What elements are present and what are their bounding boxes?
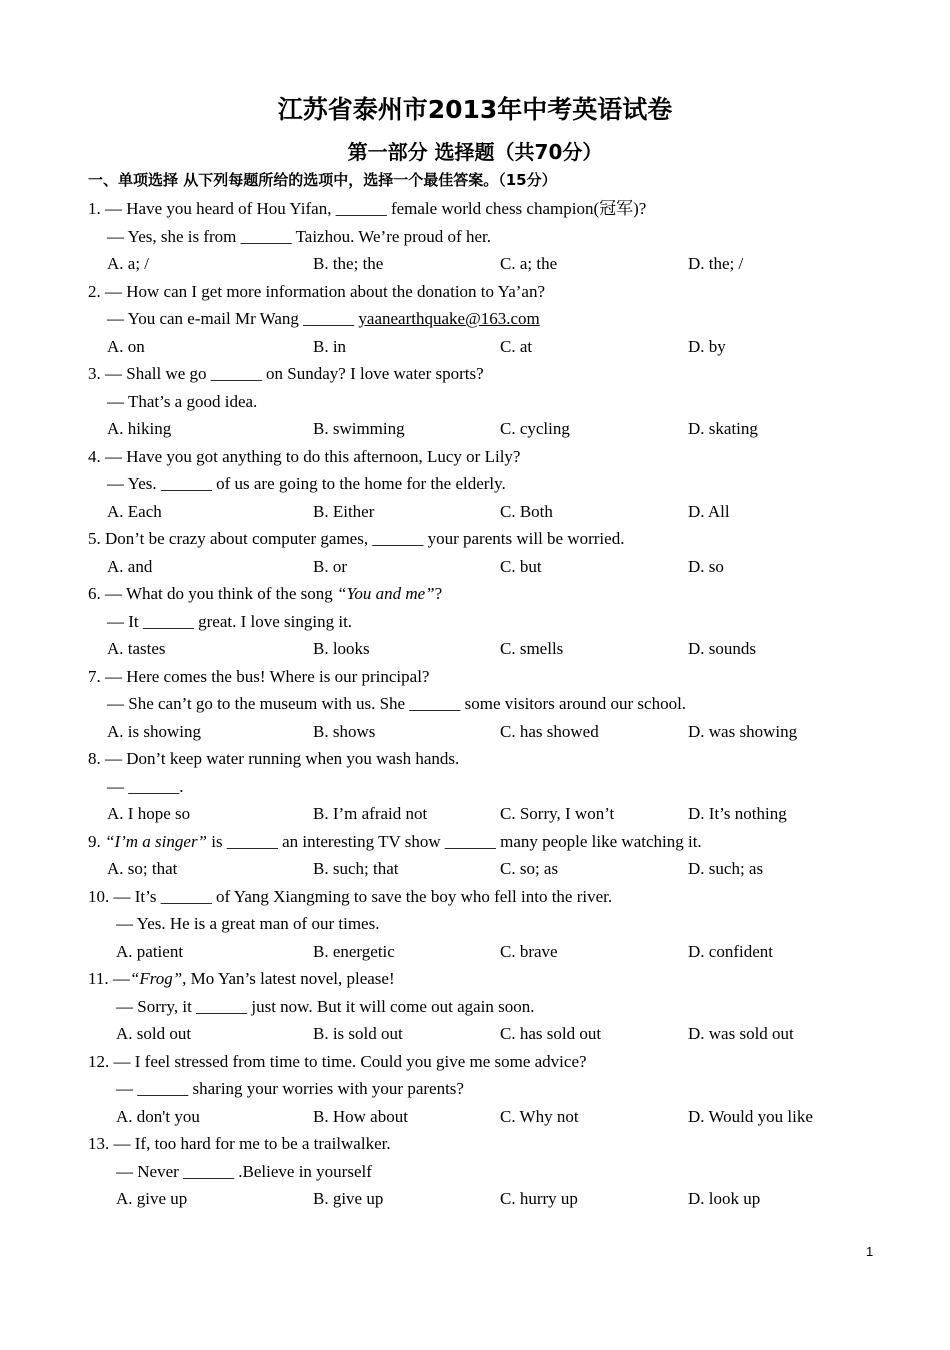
- option-d[interactable]: D. such; as: [688, 859, 764, 878]
- option-a[interactable]: A. don't you: [116, 1106, 200, 1126]
- question-3-options: [88, 415, 888, 443]
- option-b[interactable]: B. the; the: [313, 254, 384, 273]
- question-2-response: [88, 305, 888, 333]
- question-7-options: [88, 718, 888, 746]
- question-6-options: [88, 635, 888, 663]
- option-b[interactable]: B. such; that: [313, 859, 399, 878]
- question-13-stem: 13. — If, too hard for me to be a trailwalker.: [88, 1134, 391, 1153]
- option-b[interactable]: B. shows: [313, 721, 376, 741]
- question-1-stem: 1. — Have you heard of Hou Yifan, ______ female world chess champion(冠军)?: [88, 199, 647, 218]
- option-c[interactable]: C. Both: [500, 501, 553, 521]
- option-a[interactable]: A. sold out: [116, 1024, 192, 1043]
- question-3-response: — That’s a good idea.: [107, 391, 258, 411]
- option-c[interactable]: C. so; as: [500, 859, 559, 878]
- option-b[interactable]: B. energetic: [313, 941, 395, 961]
- option-d[interactable]: D. Would you like: [688, 1106, 813, 1126]
- option-b[interactable]: B. How about: [313, 1106, 408, 1126]
- stem-text-end: is ______ an interesting TV show ______ many people like watching it.: [207, 831, 702, 851]
- option-b[interactable]: B. or: [313, 556, 347, 576]
- question-1-response: — Yes, she is from ______ Taizhou. We’re proud of her.: [107, 226, 491, 246]
- option-d[interactable]: D. so: [688, 556, 724, 576]
- question-6-stem: [88, 580, 888, 608]
- option-a[interactable]: A. I hope so: [107, 804, 191, 823]
- question-12-options: [88, 1103, 888, 1131]
- option-c[interactable]: C. Sorry, I won’t: [500, 804, 615, 823]
- option-a[interactable]: A. Each: [107, 501, 162, 521]
- option-c[interactable]: C. a; the: [500, 254, 558, 273]
- novel-title: “Frog”: [129, 969, 183, 988]
- question-4-stem: 4. — Have you got anything to do this afternoon, Lucy or Lily?: [88, 446, 521, 466]
- option-d[interactable]: D. It’s nothing: [688, 804, 787, 823]
- question-9-stem: [88, 828, 888, 856]
- option-c[interactable]: C. has sold out: [500, 1024, 602, 1043]
- option-c[interactable]: C. smells: [500, 639, 564, 658]
- option-a[interactable]: A. is showing: [107, 721, 201, 741]
- option-d[interactable]: D. All: [688, 501, 730, 521]
- option-d[interactable]: D. look up: [688, 1189, 761, 1208]
- option-a[interactable]: A. on: [107, 336, 145, 356]
- option-b[interactable]: B. I’m afraid not: [313, 804, 428, 823]
- question-8-stem: 8. — Don’t keep water running when you wash hands.: [88, 749, 460, 768]
- show-title: “I’m a singer”: [105, 831, 208, 851]
- question-8-options: [88, 800, 888, 828]
- option-a[interactable]: A. a; /: [107, 254, 150, 273]
- option-a[interactable]: A. hiking: [107, 419, 172, 438]
- option-c[interactable]: C. brave: [500, 941, 558, 961]
- option-d[interactable]: D. was sold out: [688, 1024, 794, 1043]
- option-c[interactable]: C. Why not: [500, 1106, 579, 1126]
- section-heading: 一、单项选择 从下列每题所给的选项中，选择一个最佳答案。（15分）: [88, 171, 557, 189]
- stem-text: 6. — What do you think of the song: [88, 584, 337, 603]
- question-2-stem: 2. — How can I get more information about the donation to Ya’an?: [88, 281, 546, 301]
- stem-text-end: , Mo Yan’s latest novel, please!: [182, 969, 395, 988]
- stem-number: 11. —: [88, 969, 130, 988]
- question-5-stem: 5. Don’t be crazy about computer games, ______ your parents will be worried.: [88, 529, 625, 548]
- option-c[interactable]: C. at: [500, 336, 533, 356]
- question-4-options: [88, 498, 888, 526]
- question-10-stem: 10. — It’s ______ of Yang Xiangming to save the boy who fell into the river.: [88, 886, 613, 906]
- question-11-response: — Sorry, it ______ just now. But it will come out again soon.: [116, 996, 535, 1016]
- question-2-options: [88, 333, 888, 361]
- option-c[interactable]: C. has showed: [500, 721, 599, 741]
- option-c[interactable]: C. but: [500, 556, 542, 576]
- option-b[interactable]: B. give up: [313, 1189, 384, 1208]
- option-b[interactable]: B. is sold out: [313, 1024, 403, 1043]
- option-d[interactable]: D. skating: [688, 419, 758, 438]
- option-b[interactable]: B. Either: [313, 501, 375, 521]
- option-b[interactable]: B. in: [313, 336, 347, 356]
- option-d[interactable]: D. the; /: [688, 254, 744, 273]
- option-a[interactable]: A. so; that: [107, 859, 178, 878]
- question-9-options: [88, 855, 888, 883]
- stem-text-end: ?: [434, 584, 443, 603]
- question-8-response: — ______.: [107, 776, 184, 796]
- question-5-options: [88, 553, 888, 581]
- option-d[interactable]: D. was showing: [688, 721, 798, 741]
- option-c[interactable]: C. hurry up: [500, 1189, 578, 1208]
- question-7-stem: 7. — Here comes the bus! Where is our principal?: [88, 666, 430, 686]
- stem-number: 9.: [88, 831, 105, 851]
- question-10-response: — Yes. He is a great man of our times.: [116, 914, 380, 933]
- question-3-stem: 3. — Shall we go ______ on Sunday? I love water sports?: [88, 364, 484, 383]
- option-a[interactable]: A. give up: [116, 1189, 188, 1208]
- question-list: [88, 195, 888, 1213]
- option-d[interactable]: D. confident: [688, 941, 773, 961]
- question-12-stem: 12. — I feel stressed from time to time. Could you give me some advice?: [88, 1051, 587, 1071]
- option-a[interactable]: A. tastes: [107, 639, 166, 658]
- question-1-options: [88, 250, 888, 278]
- exam-title: 江苏省泰州市2013年中考英语试卷: [277, 95, 673, 124]
- question-11-options: [88, 1020, 888, 1048]
- question-4-response: — Yes. ______ of us are going to the home for the elderly.: [107, 474, 506, 493]
- option-c[interactable]: C. cycling: [500, 419, 570, 438]
- question-12-response: — ______ sharing your worries with your parents?: [116, 1079, 464, 1098]
- song-title: “You and me”: [337, 584, 435, 603]
- question-13-response: — Never ______ .Believe in yourself: [116, 1161, 372, 1181]
- option-b[interactable]: B. swimming: [313, 419, 405, 438]
- option-a[interactable]: A. and: [107, 556, 153, 576]
- part-heading: 第一部分 选择题（共70分）: [347, 140, 603, 164]
- question-10-options: [88, 938, 888, 966]
- response-text: — You can e-mail Mr Wang ______: [107, 309, 359, 328]
- question-7-response: — She can’t go to the museum with us. She ______ some visitors around our school.: [107, 694, 687, 713]
- question-6-response: — It ______ great. I love singing it.: [107, 611, 353, 631]
- question-11-stem: [88, 965, 888, 993]
- option-b[interactable]: B. looks: [313, 639, 370, 658]
- option-d[interactable]: D. sounds: [688, 639, 757, 658]
- page-number: 1: [866, 1244, 874, 1259]
- email-link[interactable]: yaanearthquake@163.com: [358, 309, 540, 328]
- option-d[interactable]: D. by: [688, 336, 726, 356]
- option-a[interactable]: A. patient: [116, 941, 184, 961]
- question-13-options: [88, 1185, 888, 1213]
